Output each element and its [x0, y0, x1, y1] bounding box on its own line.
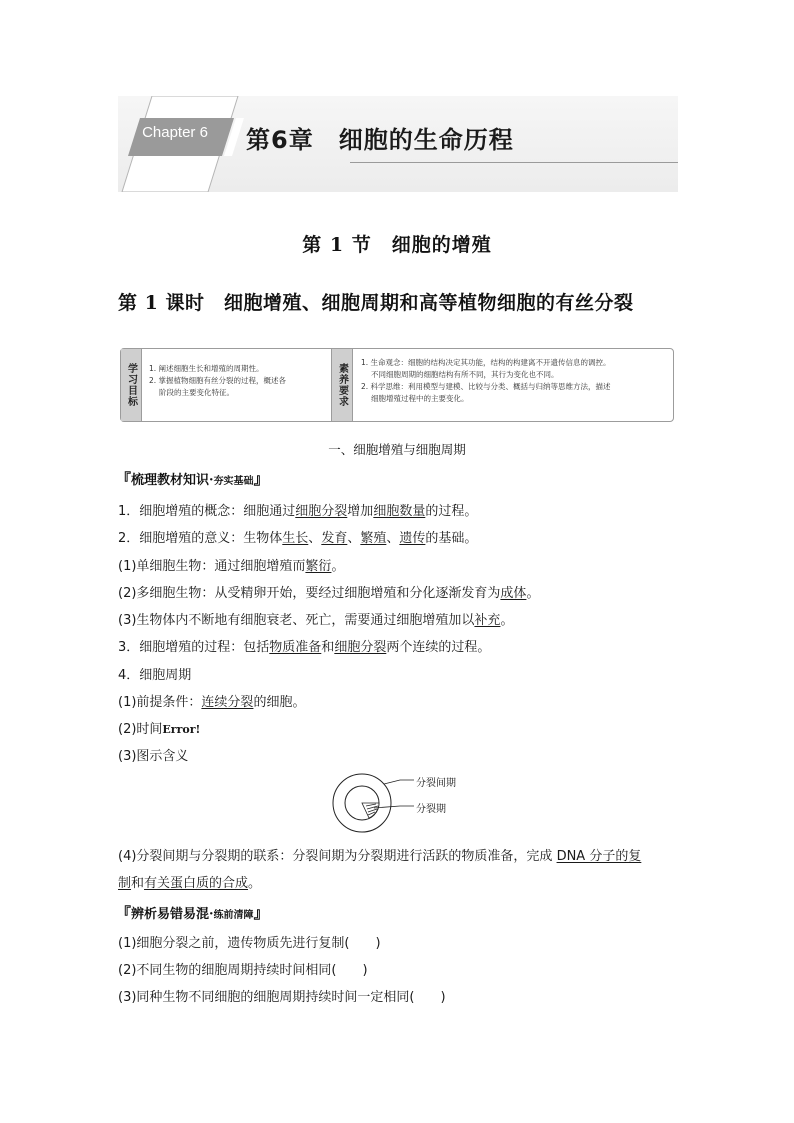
content-line-7: 4．细胞周期	[118, 668, 192, 683]
chapter-title: 第6章 细胞的生命历程	[246, 126, 514, 154]
content-line-2: 2．细胞增殖的意义：生物体生长、发育、繁殖、遗传的基础。	[118, 531, 478, 546]
list-item: 1. 阐述细胞生长和增殖的周期性。	[149, 364, 264, 373]
tag-common-errors: 『辨析易错易混·练前清障』	[116, 904, 269, 922]
judge-item-2: (2)不同生物的细胞周期持续时间相同( )	[118, 963, 368, 978]
label-interphase: 分裂间期	[416, 778, 456, 789]
judge-item-1: (1)细胞分裂之前，遗传物质先进行复制( )	[118, 936, 381, 951]
content-line-12: 制和有关蛋白质的合成。	[118, 876, 262, 891]
list-item: 阶段的主要变化特征。	[159, 388, 234, 397]
lesson-title: 第 1 课时 细胞增殖、细胞周期和高等植物细胞的有丝分裂	[118, 292, 634, 314]
content-line-5: (3)生物体内不断地有细胞衰老、死亡，需要通过细胞增殖加以补充。	[118, 613, 514, 628]
objectives-box	[120, 348, 674, 422]
list-item: 2. 掌握植物细胞有丝分裂的过程，概述各	[149, 376, 287, 385]
bracket-close-icon: 』	[253, 904, 269, 922]
sub-heading: 一、细胞增殖与细胞周期	[328, 442, 466, 457]
content-line-9: (2)时间Error!	[118, 722, 201, 737]
content-line-11: (4)分裂间期与分裂期的联系：分裂间期为分裂期进行活跃的物质准备，完成 DNA 分子的复	[118, 849, 642, 864]
cell-cycle-diagram	[330, 770, 480, 836]
literacy-requirements-list	[361, 357, 667, 405]
chapter-tag: Chapter 6	[142, 124, 208, 141]
label-mitosis: 分裂期	[416, 804, 446, 815]
bracket-open-icon: 『	[116, 904, 132, 922]
tag-review-textbook: 『梳理教材知识·夯实基础』	[116, 470, 269, 488]
content-line-6: 3．细胞增殖的过程：包括物质准备和细胞分裂两个连续的过程。	[118, 640, 491, 655]
cell-cycle-figure	[330, 770, 480, 836]
literacy-requirements-label: 素养要求	[331, 349, 353, 421]
content-line-4: (2)多细胞生物：从受精卵开始，要经过细胞增殖和分化逐渐发育为成体。	[118, 586, 540, 601]
learning-goals-label: 学习目标	[121, 349, 142, 421]
list-item: 不同细胞周期的细胞结构有所不同，其行为变化也不同。	[371, 370, 559, 379]
list-item: 1. 生命观念：细胞的结构决定其功能，结构的构建离不开遗传信息的调控。	[361, 358, 611, 367]
chapter-banner	[118, 96, 678, 192]
learning-goals-list	[149, 363, 327, 399]
section-title: 第 1 节 细胞的增殖	[302, 234, 492, 256]
judge-item-3: (3)同种生物不同细胞的细胞周期持续时间一定相同( )	[118, 990, 446, 1005]
content-line-1: 1．细胞增殖的概念：细胞通过细胞分裂增加细胞数量的过程。	[118, 504, 478, 519]
content-line-8: (1)前提条件：连续分裂的细胞。	[118, 695, 306, 710]
list-item: 2. 科学思维：利用模型与建模、比较与分类、概括与归纳等思维方法，描述	[361, 382, 611, 391]
banner-rule	[350, 162, 678, 163]
list-item: 细胞增殖过程中的主要变化。	[371, 394, 469, 403]
bracket-open-icon: 『	[116, 470, 132, 488]
bracket-close-icon: 』	[253, 470, 269, 488]
content-line-3: (1)单细胞生物：通过细胞增殖而繁衍。	[118, 559, 345, 574]
content-line-10: (3)图示含义	[118, 749, 189, 764]
